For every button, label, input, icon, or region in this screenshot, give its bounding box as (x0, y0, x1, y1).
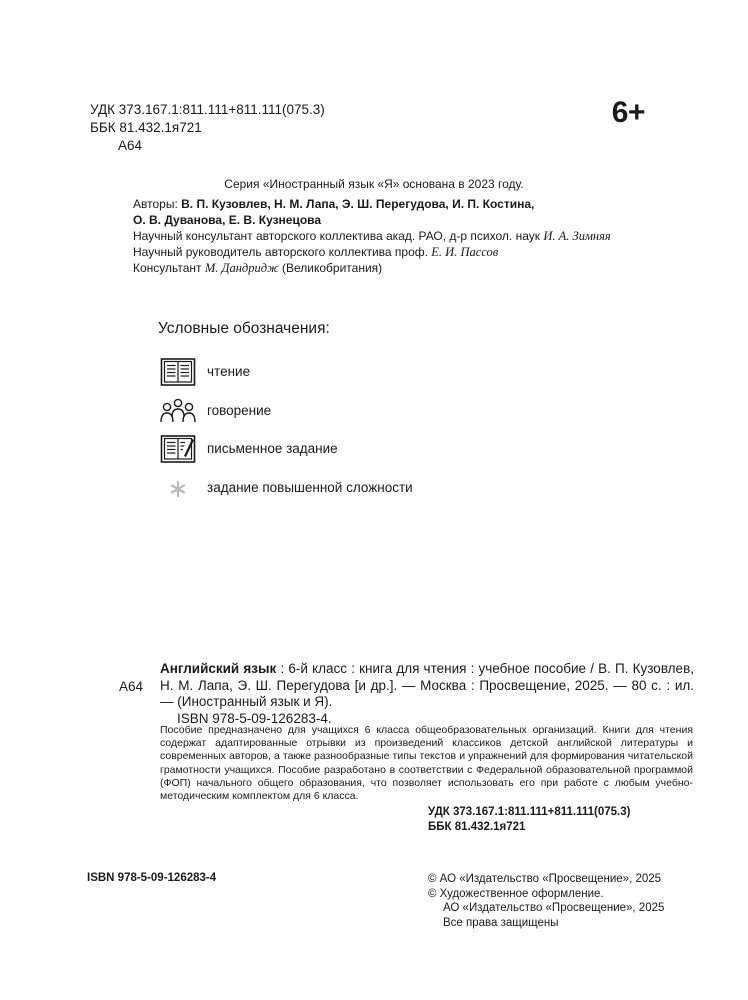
author-mark: А64 (118, 138, 143, 153)
age-rating: 6+ (611, 96, 645, 129)
speaking-group-icon (160, 395, 196, 427)
bib-codes (428, 805, 630, 835)
advisor-prefix: Консультант (133, 261, 205, 275)
legend-label-speaking: говорение (207, 403, 272, 418)
copyright-block (428, 872, 664, 930)
bib-title: Английский язык (160, 661, 277, 676)
copyright-line-3: АО «Издательство «Просвещение», 2025 (443, 902, 665, 914)
bibliographic-record (160, 661, 694, 727)
rights-reserved: Все права защищены (443, 916, 559, 929)
bib-abstract: Пособие предназначено для учащихся 6 класса общеобразовательных организаций. Книги для чтения содержат адаптированные отрывки из произведений классиков детской английской литературы и современных авторов, а также разнообразные типы текстов и упражнений для формирования читательской грамотности учащихся. Пособие разработано в соответствии с Федеральной образовательной программой (ФОП) начального общего образования, что позволяет использовать его при работе с любым учебно-методическим комплектом для 6 класса. (160, 724, 693, 803)
copyright-line-1: © АО «Издательство «Просвещение», 2025 (428, 873, 662, 885)
legend-item-reading (160, 356, 580, 388)
book-icon (160, 356, 196, 388)
bib-udk: УДК 373.167.1:811.111+811.111(075.3) (428, 806, 631, 818)
authors-label: Авторы: (133, 197, 182, 211)
advisor-suffix: (Великобритания) (278, 261, 383, 275)
star-icon (160, 472, 196, 504)
bib-bbk: ББК 81.432.1я721 (428, 821, 526, 833)
authors-names-2: О. В. Дуванова, Е. В. Кузнецова (133, 213, 322, 227)
advisor-name: М. Дандридж (204, 261, 279, 275)
legend-item-speaking (160, 395, 580, 427)
legend-item-writing (160, 433, 580, 465)
bib-description: : 6-й класс : книга для чтения : учебное пособие / В. П. Кузовлев, Н. М. Лапа, Э. Ш. Перегудова [и др.]. — Москва : Просвещение, 2025. — 80 с. : ил. — (Иностранный язык и Я). (160, 661, 694, 709)
consultant-prefix: Научный консультант авторского коллектива акад. РАО, д-р психол. наук (133, 229, 544, 243)
copyright-line-2: © Художественное оформление. (428, 887, 604, 900)
footer-isbn: ISBN 978-5-09-126283-4 (87, 872, 217, 884)
catalog-codes-header (90, 101, 325, 155)
writing-icon (160, 433, 196, 465)
udk-code: УДК 373.167.1:811.111+811.111(075.3) (90, 102, 325, 117)
series-line: Серия «Иностранный язык «Я» основана в 2023 году. (224, 177, 524, 191)
consultant-name: И. А. Зимняя (543, 229, 611, 243)
legend-label-writing: письменное задание (207, 441, 338, 456)
leader-prefix: Научный руководитель авторского коллектива проф. (133, 245, 432, 259)
legend-label-reading: чтение (207, 364, 251, 379)
legend-title: Условные обозначения: (158, 320, 330, 337)
leader-name: Е. И. Пассов (431, 245, 499, 259)
leader-line (133, 244, 693, 260)
consultant-line (133, 228, 693, 244)
legend-item-difficulty (160, 472, 580, 504)
bib-isbn: ISBN 978-5-09-126283-4. (177, 710, 332, 726)
authors-names-1: В. П. Кузовлев, Н. М. Лапа, Э. Ш. Перегудова, И. П. Костина, (181, 197, 535, 211)
bbk-code: ББК 81.432.1я721 (90, 120, 202, 135)
authors-line (133, 196, 693, 212)
credits-block (133, 196, 693, 276)
bib-author-mark: А64 (119, 679, 144, 694)
legend-label-difficulty: задание повышенной сложности (207, 480, 413, 495)
advisor-line (133, 260, 693, 276)
